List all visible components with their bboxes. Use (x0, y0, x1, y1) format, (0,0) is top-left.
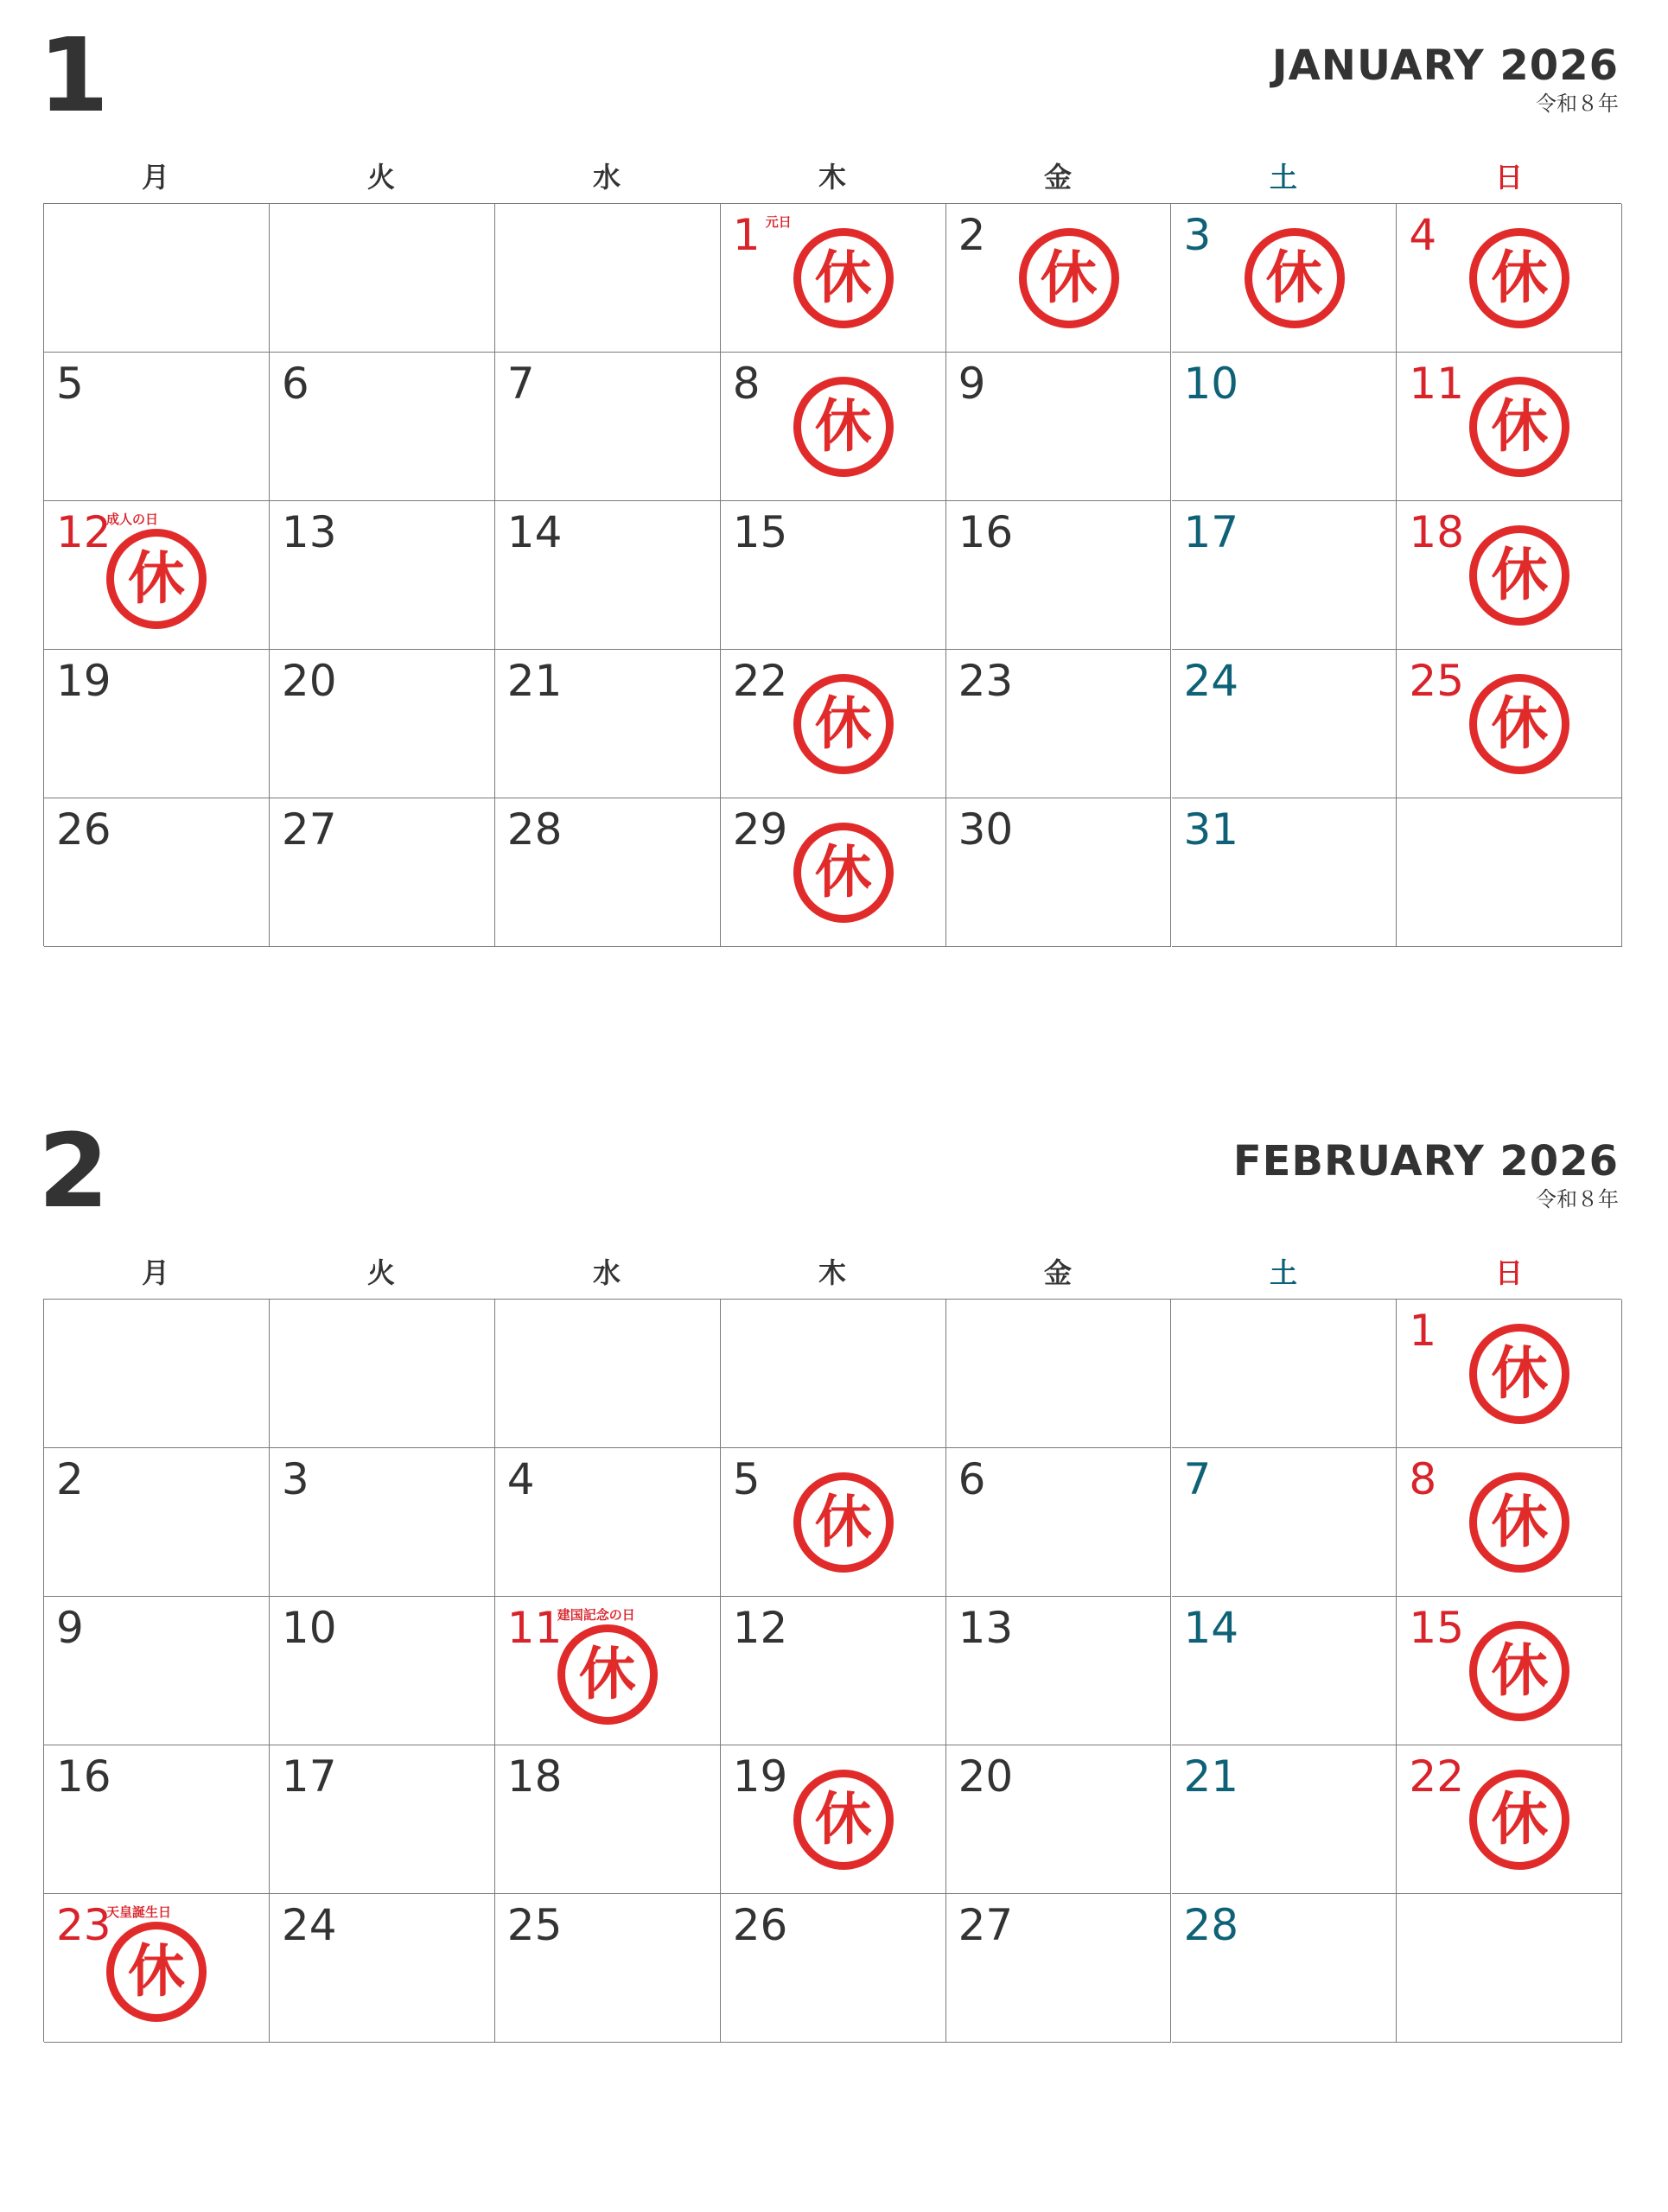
day-cell (270, 650, 495, 798)
holiday-stamp-icon: 休 (1019, 228, 1119, 328)
empty-day-cell (1397, 1894, 1622, 2043)
day-number: 25 (1409, 656, 1465, 706)
day-cell (495, 1448, 721, 1597)
day-cell (44, 650, 270, 798)
day-cell (1172, 798, 1397, 947)
day-number: 7 (1183, 1454, 1212, 1504)
day-cell (721, 1597, 946, 1745)
day-number: 23 (958, 656, 1014, 706)
empty-day-cell (44, 1300, 270, 1448)
day-number: 22 (732, 656, 788, 706)
weekday-header (43, 1255, 1621, 1290)
era-label: 令和８年 (1536, 92, 1619, 116)
day-cell (44, 501, 270, 650)
day-cell (44, 798, 270, 947)
day-number: 6 (281, 359, 309, 409)
holiday-stamp-icon: 休 (1469, 1324, 1569, 1424)
weekday-tue: 火 (366, 1256, 395, 1289)
day-number: 9 (56, 1603, 84, 1653)
month-grid (43, 203, 1621, 946)
day-cell (1397, 1448, 1622, 1597)
holiday-stamp-icon: 休 (1469, 1770, 1569, 1870)
day-cell (1172, 1745, 1397, 1894)
day-cell (1172, 650, 1397, 798)
day-cell (721, 1745, 946, 1894)
day-cell (495, 501, 721, 650)
day-number: 4 (1409, 210, 1437, 260)
month-grid (43, 1299, 1621, 2042)
holiday-stamp-icon: 休 (793, 1472, 894, 1573)
day-number: 21 (506, 656, 563, 706)
weekday-sun: 日 (1494, 1256, 1523, 1289)
day-cell (270, 798, 495, 947)
day-cell (1172, 204, 1397, 353)
day-number: 30 (958, 804, 1014, 855)
day-cell (1397, 1745, 1622, 1894)
day-number: 26 (56, 804, 111, 855)
day-number: 3 (281, 1454, 309, 1504)
day-cell (270, 1745, 495, 1894)
day-cell (946, 353, 1172, 501)
day-cell (495, 798, 721, 947)
weekday-thu: 木 (818, 161, 846, 194)
day-number: 10 (1183, 359, 1239, 409)
day-cell (270, 501, 495, 650)
day-cell (1397, 501, 1622, 650)
holiday-stamp-icon: 休 (1469, 1472, 1569, 1573)
day-number: 19 (732, 1751, 788, 1802)
weekday-mon: 月 (141, 1256, 169, 1289)
day-number: 25 (506, 1900, 563, 1950)
era-label: 令和８年 (1536, 1187, 1619, 1211)
day-number: 12 (56, 507, 111, 557)
holiday-stamp-icon: 休 (106, 1922, 207, 2022)
holiday-stamp-icon: 休 (793, 674, 894, 774)
day-number: 11 (1409, 359, 1465, 409)
holiday-stamp-icon: 休 (1469, 228, 1569, 328)
day-cell (946, 650, 1172, 798)
weekday-wed: 水 (592, 161, 621, 194)
day-cell (721, 501, 946, 650)
day-number: 19 (56, 656, 111, 706)
day-cell (495, 353, 721, 501)
holiday-name: 元日 (765, 214, 792, 230)
day-number: 28 (506, 804, 563, 855)
day-cell (1172, 501, 1397, 650)
day-number: 12 (732, 1603, 788, 1653)
month-number: 2 (38, 1111, 110, 1230)
day-number: 1 (1409, 1306, 1437, 1356)
day-cell (946, 1597, 1172, 1745)
holiday-stamp-icon: 休 (793, 228, 894, 328)
day-cell (1397, 1597, 1622, 1745)
day-number: 17 (1183, 507, 1239, 557)
day-cell (270, 1894, 495, 2043)
day-number: 14 (506, 507, 563, 557)
empty-day-cell (1397, 798, 1622, 947)
day-cell (270, 1597, 495, 1745)
day-number: 17 (281, 1751, 337, 1802)
day-cell (1397, 650, 1622, 798)
day-number: 16 (958, 507, 1014, 557)
day-cell (946, 1448, 1172, 1597)
day-cell (1172, 1894, 1397, 2043)
empty-day-cell (946, 1300, 1172, 1448)
weekday-tue: 火 (366, 161, 395, 194)
day-number: 5 (732, 1454, 761, 1504)
weekday-header (43, 160, 1621, 194)
day-cell (1172, 1448, 1397, 1597)
day-number: 3 (1183, 210, 1212, 260)
day-number: 23 (56, 1900, 111, 1950)
weekday-sat: 土 (1269, 1256, 1297, 1289)
holiday-stamp-icon: 休 (793, 1770, 894, 1870)
weekday-sun: 日 (1494, 161, 1523, 194)
holiday-stamp-icon: 休 (1469, 377, 1569, 477)
month-january (0, 0, 1668, 1002)
day-number: 1 (732, 210, 761, 260)
day-number: 29 (732, 804, 788, 855)
day-number: 24 (1183, 656, 1239, 706)
day-cell (721, 650, 946, 798)
day-cell (1397, 204, 1622, 353)
day-cell (495, 650, 721, 798)
day-cell (721, 353, 946, 501)
day-cell (1172, 353, 1397, 501)
day-cell (946, 1745, 1172, 1894)
day-number: 26 (732, 1900, 788, 1950)
holiday-name: 成人の日 (106, 512, 159, 527)
day-number: 18 (1409, 507, 1465, 557)
holiday-stamp-icon: 休 (793, 377, 894, 477)
weekday-fri: 金 (1043, 1256, 1072, 1289)
day-cell (44, 1448, 270, 1597)
empty-day-cell (495, 1300, 721, 1448)
day-cell (44, 1745, 270, 1894)
day-number: 24 (281, 1900, 337, 1950)
day-number: 20 (281, 656, 337, 706)
day-number: 6 (958, 1454, 986, 1504)
month-number: 1 (38, 16, 110, 135)
day-cell (1397, 353, 1622, 501)
day-cell (946, 1894, 1172, 2043)
day-cell (721, 798, 946, 947)
holiday-stamp-icon: 休 (1469, 1621, 1569, 1721)
weekday-fri: 金 (1043, 161, 1072, 194)
day-cell (721, 204, 946, 353)
month-february (0, 1096, 1668, 2098)
day-number: 10 (281, 1603, 337, 1653)
day-number: 16 (56, 1751, 111, 1802)
day-number: 4 (506, 1454, 535, 1504)
day-cell (721, 1448, 946, 1597)
holiday-stamp-icon: 休 (1245, 228, 1345, 328)
day-number: 15 (1409, 1603, 1465, 1653)
weekday-mon: 月 (141, 161, 169, 194)
empty-day-cell (270, 1300, 495, 1448)
day-number: 2 (56, 1454, 84, 1504)
day-number: 2 (958, 210, 986, 260)
empty-day-cell (1172, 1300, 1397, 1448)
day-number: 18 (506, 1751, 563, 1802)
day-cell (44, 1894, 270, 2043)
day-cell (495, 1745, 721, 1894)
day-number: 13 (958, 1603, 1014, 1653)
day-number: 21 (1183, 1751, 1239, 1802)
day-cell (495, 1597, 721, 1745)
weekday-sat: 土 (1269, 161, 1297, 194)
day-cell (1397, 1300, 1622, 1448)
holiday-stamp-icon: 休 (106, 529, 207, 629)
holiday-stamp-icon: 休 (793, 823, 894, 923)
day-cell (44, 1597, 270, 1745)
day-number: 14 (1183, 1603, 1239, 1653)
day-number: 5 (56, 359, 84, 409)
holiday-stamp-icon: 休 (557, 1624, 658, 1725)
day-cell (721, 1894, 946, 2043)
empty-day-cell (270, 204, 495, 353)
day-number: 31 (1183, 804, 1239, 855)
day-number: 7 (506, 359, 535, 409)
holiday-name: 天皇誕生日 (106, 1904, 172, 1920)
holiday-stamp-icon: 休 (1469, 525, 1569, 626)
weekday-thu: 木 (818, 1256, 846, 1289)
day-number: 13 (281, 507, 337, 557)
month-title: FEBRUARY 2026 (1232, 1137, 1619, 1185)
day-number: 11 (506, 1603, 563, 1653)
day-cell (946, 798, 1172, 947)
day-number: 20 (958, 1751, 1014, 1802)
day-cell (44, 353, 270, 501)
day-number: 27 (281, 804, 337, 855)
day-number: 22 (1409, 1751, 1465, 1802)
day-number: 28 (1183, 1900, 1239, 1950)
day-cell (270, 353, 495, 501)
day-cell (495, 1894, 721, 2043)
day-cell (946, 204, 1172, 353)
empty-day-cell (721, 1300, 946, 1448)
day-cell (270, 1448, 495, 1597)
day-cell (1172, 1597, 1397, 1745)
holiday-name: 建国記念の日 (557, 1607, 635, 1623)
holiday-stamp-icon: 休 (1469, 674, 1569, 774)
day-number: 8 (732, 359, 761, 409)
day-cell (946, 501, 1172, 650)
day-number: 15 (732, 507, 788, 557)
weekday-wed: 水 (592, 1256, 621, 1289)
day-number: 8 (1409, 1454, 1437, 1504)
empty-day-cell (495, 204, 721, 353)
empty-day-cell (44, 204, 270, 353)
day-number: 27 (958, 1900, 1014, 1950)
day-number: 9 (958, 359, 986, 409)
month-title: JANUARY 2026 (1271, 41, 1619, 90)
